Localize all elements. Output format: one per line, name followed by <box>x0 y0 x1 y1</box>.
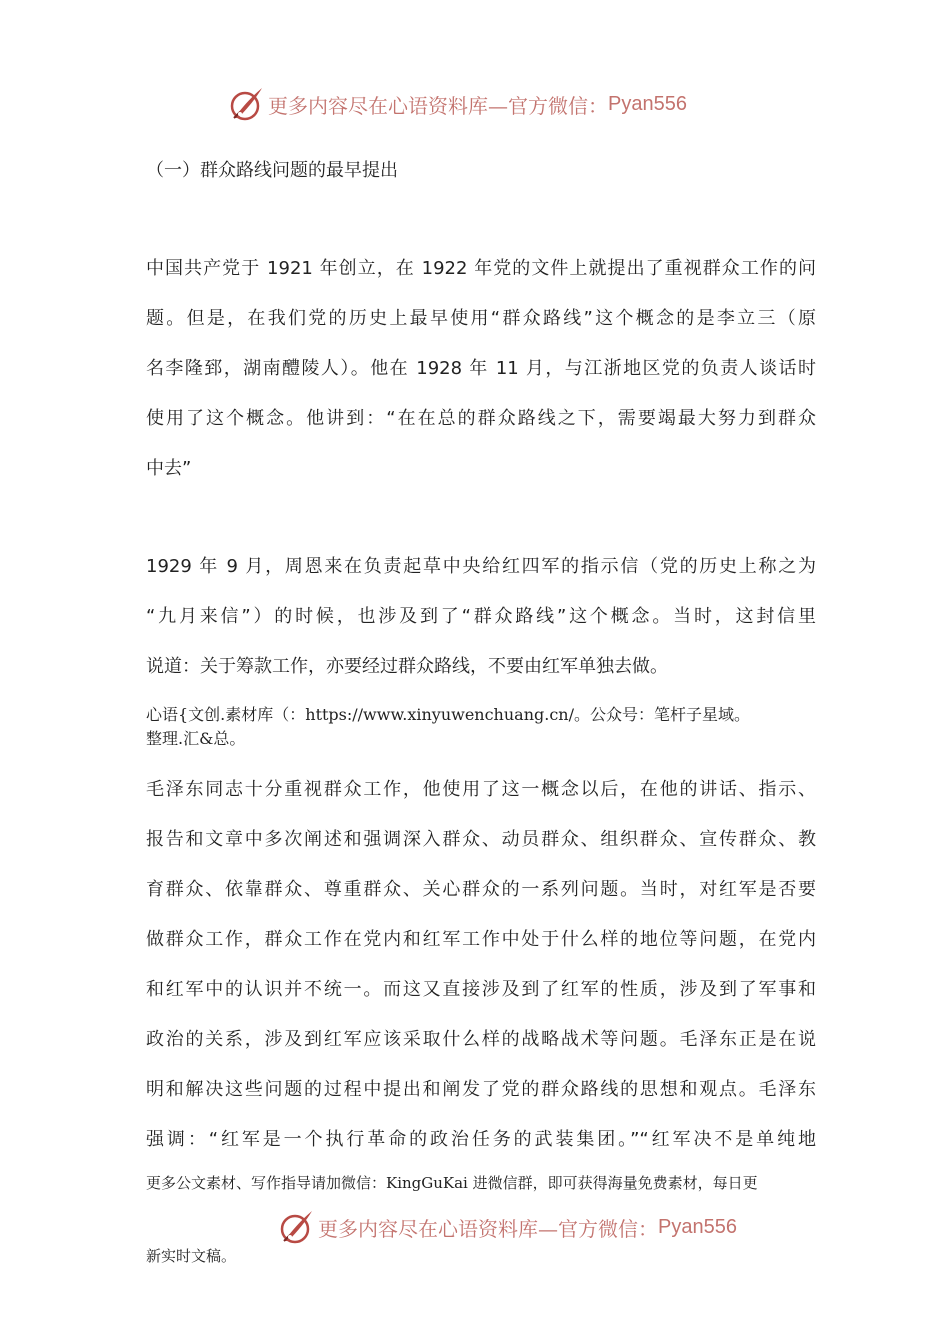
footer-note-line-1 <box>146 1171 816 1195</box>
paragraph-line: 中国共产党于 1921 年创立，在 1922 年党的文件上就提出了重视群众工作的问 <box>146 258 816 279</box>
header-banner <box>226 84 687 124</box>
banner-text: 更多内容尽在心语资料库—官方微信： <box>268 93 608 118</box>
source-note <box>146 703 816 751</box>
quill-pen-logo-icon <box>226 84 266 124</box>
footer-note-line-2 <box>146 1244 816 1268</box>
note-line: 更多公文素材、写作指导请加微信：KingGuKai 进微信群，即可获得海量免费素材，每日更 <box>146 1174 758 1192</box>
paragraph-line: 强调：“红军是一个执行革命的政治任务的武装集团。”“红军决不是单纯地 <box>146 1129 816 1150</box>
paragraph-line: 说道：关于筹款工作，亦要经过群众路线，不要由红军单独去做。 <box>146 656 668 677</box>
note-line: 心语{文创.素材库（：https://www.xinyuwenchuang.cn/。公众号：笔杆子星域。 <box>146 705 750 724</box>
section-heading: （一）群众路线问题的最早提出 <box>146 160 398 181</box>
banner-text: 更多内容尽在心语资料库—官方微信： <box>318 1216 658 1241</box>
paragraph-line: 报告和文章中多次阐述和强调深入群众、动员群众、组织群众、宣传群众、教 <box>146 829 816 850</box>
paragraph-1 <box>146 256 816 506</box>
note-line: 新实时文稿。 <box>146 1247 237 1265</box>
note-line: 整理.汇&总。 <box>146 729 246 748</box>
banner-wechat-id: Pyan556 <box>608 92 687 115</box>
paragraph-line: 和红军中的认识并不统一。而这又直接涉及到了红军的性质，涉及到了军事和 <box>146 979 816 1000</box>
paragraph-line: 政治的关系，涉及到红军应该采取什么样的战略战术等问题。毛泽东正是在说 <box>146 1029 816 1050</box>
paragraph-line: 中去” <box>146 458 192 479</box>
paragraph-line: 1929 年 9 月，周恩来在负责起草中央给红四军的指示信（党的历史上称之为 <box>146 556 816 577</box>
paragraph-3 <box>146 777 816 1177</box>
paragraph-line: 做群众工作，群众工作在党内和红军工作中处于什么样的地位等问题，在党内 <box>146 929 816 950</box>
paragraph-2 <box>146 554 816 704</box>
paragraph-line: “九月来信”）的时候，也涉及到了“群众路线”这个概念。当时，这封信里 <box>146 606 816 627</box>
paragraph-line: 名李隆郅，湖南醴陵人）。他在 1928 年 11 月，与江浙地区党的负责人谈话时 <box>146 358 816 379</box>
footer-banner <box>276 1207 737 1247</box>
paragraph-line: 题。但是，在我们党的历史上最早使用“群众路线”这个概念的是李立三（原 <box>146 308 816 329</box>
paragraph-line: 毛泽东同志十分重视群众工作，他使用了这一概念以后，在他的讲话、指示、 <box>146 779 816 800</box>
banner-wechat-id: Pyan556 <box>658 1215 737 1238</box>
paragraph-line: 明和解决这些问题的过程中提出和阐发了党的群众路线的思想和观点。毛泽东 <box>146 1079 816 1100</box>
paragraph-line: 育群众、依靠群众、尊重群众、关心群众的一系列问题。当时，对红军是否要 <box>146 879 816 900</box>
quill-pen-logo-icon <box>276 1207 316 1247</box>
paragraph-line: 使用了这个概念。他讲到：“在在总的群众路线之下，需要竭最大努力到群众 <box>146 408 816 429</box>
